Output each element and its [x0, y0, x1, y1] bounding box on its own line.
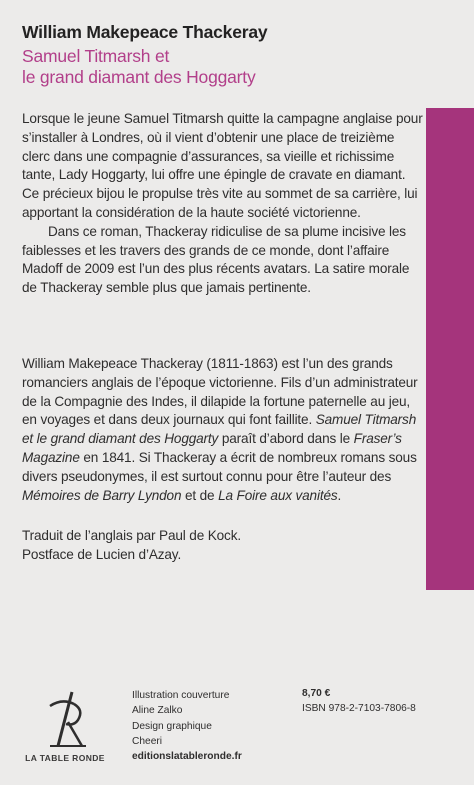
- publisher-logo-mark: [20, 688, 110, 752]
- illustrator-name: Aline Zalko: [132, 705, 183, 717]
- summary-paragraph-1: Lorsque le jeune Samuel Titmarsh quitte la campagne anglaise pour s’installer à Londres, où il vient d’obtenir une place de treizième clerc dans une compagnie d’assurances, sa vieille et richissime tante, Lady Hoggarty, lui offre une épingle de cravate en diamant. Ce précieux bijou le propulse très vite au sommet de sa carrière, lui apportant la considération de la haute société victorienne.: [22, 111, 423, 220]
- cover-credits: [132, 688, 242, 764]
- illustration-label: Illustration couverture: [132, 690, 230, 701]
- bio-text-4: et de: [181, 487, 219, 503]
- bio-text-1: William Makepeace Thackeray (1811-1863) est l’un des grands romanciers anglais de l’époque victorienne. Fils d’un administrateur de la Compagnie des Indes, il dilapide la fortune paternelle au jeu, en voyages et dans deux journaux qui font faillite.: [22, 356, 418, 428]
- bio-text-2: paraît d’abord dans le: [218, 431, 354, 447]
- summary-block: [22, 110, 424, 298]
- summary-paragraph-2: Dans ce roman, Thackeray ridiculise de sa plume incisive les faiblesses et les travers des grands de ce monde, dont l’affaire Madoff de 2009 est l’un des plus récents avatars. La satire morale de Thackeray semble plus que jamais pertinente.: [22, 223, 410, 296]
- price: 8,70 €: [302, 688, 331, 699]
- credits-block: [22, 527, 424, 565]
- bio-text-3: en 1841. Si Thackeray a écrit de nombreux romans sous divers pseudonymes, il est surtout connu pour être l’auteur des: [22, 449, 417, 484]
- design-label: Design graphique: [132, 720, 212, 732]
- author-name: William Makepeace Thackeray: [22, 22, 268, 42]
- publisher-website: editionslatableronde.fr: [132, 751, 242, 763]
- designer-name: Cheeri: [132, 735, 163, 747]
- bio-text-5: .: [337, 487, 342, 503]
- publisher-name: LA TABLE RONDE: [25, 753, 105, 763]
- biography-block: [22, 355, 424, 505]
- bio-work-title-1: Mémoires de Barry Lyndon: [22, 487, 182, 503]
- book-title-line-2: le grand diamant des Hoggarty: [22, 67, 256, 87]
- book-title: [22, 46, 256, 88]
- bio-magazine-title: Fraser’s Magazine: [22, 431, 402, 465]
- book-title-line-1: Samuel Titmarsh et: [22, 46, 170, 66]
- bio-work-title-2: La Foire aux vanités: [218, 487, 338, 503]
- postface-credit: Postface de Lucien d’Azay.: [22, 546, 182, 562]
- biography-paragraph: [22, 355, 424, 505]
- bio-book-title: Samuel Titmarsh et le grand diamant des Hoggarty: [22, 412, 417, 447]
- translator-credit: Traduit de l’anglais par Paul de Kock.: [22, 528, 241, 543]
- isbn: ISBN 978-2-7103-7806-8: [302, 703, 416, 714]
- accent-bar: [426, 108, 474, 590]
